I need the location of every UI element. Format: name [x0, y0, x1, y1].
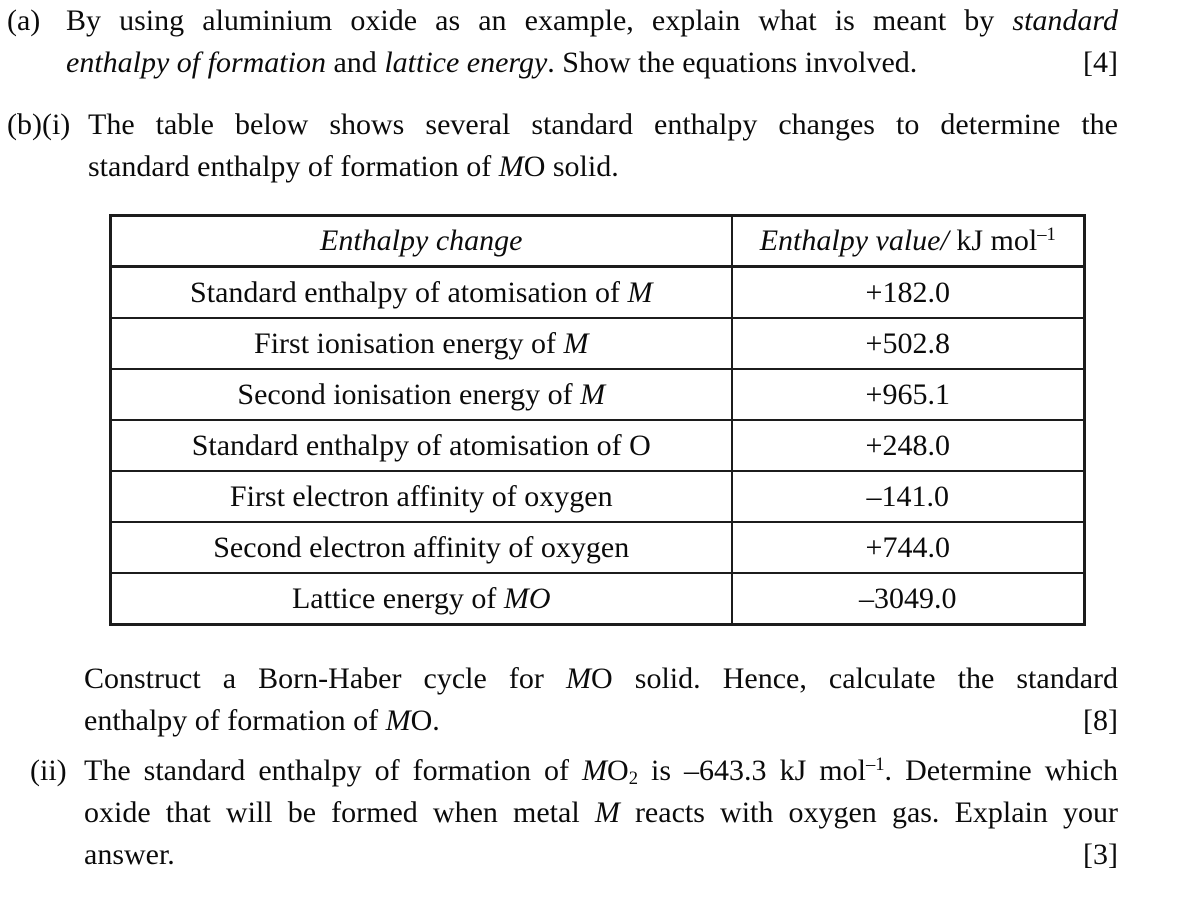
enthalpy-change-cell: Second electron affinity of oxygen — [111, 522, 732, 573]
question-bi-line-2: standard enthalpy of formation of MO solid. — [88, 150, 619, 183]
enthalpy-change-cell: Second ionisation energy of M — [111, 369, 732, 420]
enthalpy-table — [109, 214, 1086, 626]
question-bi-body — [88, 104, 1118, 188]
enthalpy-change-cell: Lattice energy of MO — [111, 573, 732, 625]
question-a-line-1: By using aluminium oxide as an example, explain what is meant by standard — [66, 4, 1118, 37]
enthalpy-value-header: Enthalpy value/ kJ mol$^{-1}$ — [732, 216, 1085, 267]
enthalpy-change-cell: Standard enthalpy of atomisation of O — [111, 420, 732, 471]
enthalpy-change-cell: Standard enthalpy of atomisation of M — [111, 267, 732, 319]
table-row — [111, 318, 1085, 369]
table-row — [111, 369, 1085, 420]
table-row — [111, 420, 1085, 471]
table-row — [111, 267, 1085, 319]
enthalpy-value-cell: +182.0 — [732, 267, 1085, 319]
construct-marks: [8] — [1083, 704, 1118, 737]
question-ii-line-3: answer. — [84, 838, 175, 871]
question-a-line-2: enthalpy of formation and lattice energy. Show the equations involved. — [66, 46, 918, 79]
question-a-label: (a) — [7, 4, 41, 37]
question-a-marks: [4] — [1083, 46, 1118, 79]
enthalpy-change-cell: First electron affinity of oxygen — [111, 471, 732, 522]
question-a-body — [66, 0, 1118, 84]
enthalpy-value-cell: +965.1 — [732, 369, 1085, 420]
question-ii-label: (ii) — [30, 754, 67, 787]
enthalpy-value-cell: –141.0 — [732, 471, 1085, 522]
enthalpy-change-header: Enthalpy change — [111, 216, 732, 267]
table-row — [111, 573, 1085, 625]
question-ii-line-1: The standard enthalpy of formation of $MO_2$ is –643.3 kJ mol$^{-1}$. Determine which — [84, 754, 1119, 790]
question-ii-body — [84, 750, 1118, 876]
question-bi-line-1: The table below shows several standard enthalpy changes to determine the — [88, 108, 1118, 141]
question-ii-line-2: oxide that will be formed when metal M reacts with oxygen gas. Explain your — [84, 796, 1119, 829]
construct-instruction-body — [84, 658, 1118, 742]
table-row — [111, 471, 1085, 522]
enthalpy-value-cell: –3049.0 — [732, 573, 1085, 625]
enthalpy-value-cell: +248.0 — [732, 420, 1085, 471]
table-row — [111, 522, 1085, 573]
question-bi-label: (b)(i) — [7, 108, 71, 141]
question-ii-marks: [3] — [1083, 838, 1118, 871]
construct-line-1: Construct a Born-Haber cycle for MO solid. Hence, calculate the standard — [84, 662, 1119, 695]
enthalpy-change-cell: First ionisation energy of M — [111, 318, 732, 369]
construct-line-2: enthalpy of formation of MO. — [84, 704, 440, 737]
enthalpy-value-cell: +744.0 — [732, 522, 1085, 573]
enthalpy-table-header-row — [111, 216, 1085, 267]
enthalpy-value-cell: +502.8 — [732, 318, 1085, 369]
